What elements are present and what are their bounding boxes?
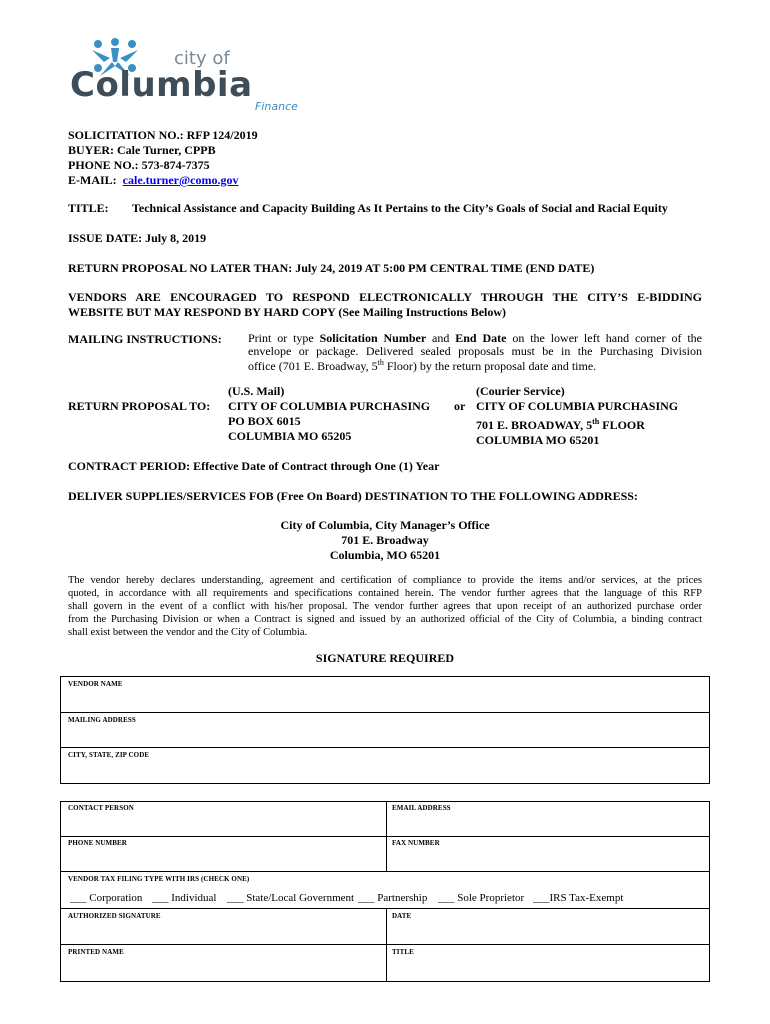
- issue-date: ISSUE DATE: July 8, 2019: [68, 231, 207, 245]
- destination-line-1: City of Columbia, City Manager’s Office: [280, 518, 490, 532]
- divider: [60, 836, 710, 837]
- declaration-line: The vendor hereby declares understanding, agreement and certification of compliance to provide the items and/or services, at the prices: [68, 575, 702, 586]
- fax-number-field[interactable]: FAX NUMBER: [392, 839, 440, 847]
- mail-line-3: COLUMBIA MO 65205: [228, 429, 352, 443]
- email-label: E-MAIL:: [68, 173, 117, 187]
- mailing-line-1: Print or type Solicitation Number and End Date on the lower left hand corner of the: [248, 331, 703, 345]
- phone-number-field[interactable]: PHONE NUMBER: [68, 839, 127, 847]
- signature-required-heading: SIGNATURE REQUIRED: [315, 651, 455, 665]
- column-divider: [386, 801, 387, 871]
- declaration-line: quoted, in accordance with all requirements and specifications contained herein. The vendor further agrees that the language of this RFP: [68, 588, 702, 599]
- vendors-line-1: VENDORS ARE ENCOURAGED TO RESPOND ELECTRONICALLY THROUGH THE CITY’S E-BIDDING: [68, 290, 702, 304]
- tax-option-tax-exempt[interactable]: ___IRS Tax-Exempt: [533, 892, 624, 904]
- tax-option-corporation[interactable]: ___ Corporation: [70, 892, 143, 904]
- destination-address: [0, 518, 770, 563]
- return-to-label: RETURN PROPOSAL TO:: [68, 399, 211, 413]
- or-label: or: [454, 399, 466, 413]
- courier-address-block: [476, 384, 678, 448]
- divider: [60, 712, 710, 713]
- declaration-paragraph: [68, 574, 702, 639]
- mailing-label: MAILING INSTRUCTIONS:: [68, 332, 222, 346]
- column-divider: [386, 908, 387, 982]
- courier-line-3: COLUMBIA MO 65201: [476, 433, 600, 447]
- date-field[interactable]: DATE: [392, 912, 412, 920]
- vendors-line-2: WEBSITE BUT MAY RESPOND BY HARD COPY (See Mailing Instructions Below): [68, 305, 507, 319]
- email-line: [68, 173, 258, 188]
- city-logo: [70, 38, 320, 113]
- declaration-line: from the Purchasing Division or when a Contract is signed and issued by an authorized official of the City of Columbia, a binding contract: [68, 614, 702, 625]
- mail-address-block: [228, 384, 430, 444]
- courier-line-1: CITY OF COLUMBIA PURCHASING: [476, 399, 679, 413]
- logo-sub-text: Finance: [255, 100, 298, 113]
- buyer: BUYER: Cale Turner, CPPB: [68, 143, 216, 157]
- city-state-zip-field[interactable]: CITY, STATE, ZIP CODE: [68, 751, 150, 759]
- email-link[interactable]: cale.turner@como.gov: [122, 173, 239, 187]
- divider: [60, 747, 710, 748]
- destination-line-3: Columbia, MO 65201: [329, 548, 441, 562]
- contact-person-field[interactable]: CONTACT PERSON: [68, 804, 134, 812]
- mail-line-1: CITY OF COLUMBIA PURCHASING: [228, 399, 431, 413]
- tax-option-individual[interactable]: ___ Individual: [152, 892, 217, 904]
- title-field[interactable]: TITLE: [392, 948, 414, 956]
- declaration-line: shall govern in the event of a conflict with his/her proposal. The vendor further agrees that upon receipt of an authorized purchase order: [68, 601, 702, 612]
- courier-line-2: 701 E. BROADWAY, 5th FLOOR: [476, 417, 645, 432]
- solicitation-header: [68, 128, 258, 188]
- logo-small-text: city of: [174, 48, 230, 69]
- mail-heading: (U.S. Mail): [228, 384, 285, 398]
- declaration-line: shall exist between the vendor and the City of Columbia.: [68, 627, 308, 638]
- tax-filing-type-label: VENDOR TAX FILING TYPE WITH IRS (CHECK ONE): [68, 875, 250, 883]
- phone-number: PHONE NO.: 573-874-7375: [68, 158, 210, 172]
- email-address-field[interactable]: EMAIL ADDRESS: [392, 804, 451, 812]
- tax-option-government[interactable]: ___ State/Local Government: [227, 892, 355, 904]
- tax-option-sole-proprietor[interactable]: ___ Sole Proprietor: [438, 892, 525, 904]
- destination-line-2: 701 E. Broadway: [341, 533, 429, 547]
- deliver-instructions: DELIVER SUPPLIES/SERVICES FOB (Free On Board) DESTINATION TO THE FOLLOWING ADDRESS:: [68, 489, 638, 503]
- vendor-info-form: [60, 676, 710, 784]
- logo-big-text: Columbia: [70, 65, 253, 105]
- divider: [60, 944, 710, 945]
- authorized-signature-field[interactable]: AUTHORIZED SIGNATURE: [68, 912, 161, 920]
- mailing-line-3: office (701 E. Broadway, 5th Floor) by the return proposal date and time.: [248, 358, 597, 373]
- mailing-instructions: [248, 332, 702, 373]
- mail-line-2: PO BOX 6015: [228, 414, 301, 428]
- courier-heading: (Courier Service): [476, 384, 565, 398]
- title-text: Technical Assistance and Capacity Building As It Pertains to the City’s Goals of Social and Racial Equity: [132, 201, 668, 215]
- title-label: TITLE:: [68, 201, 109, 215]
- vendor-name-field[interactable]: VENDOR NAME: [68, 680, 123, 688]
- mailing-address-field[interactable]: MAILING ADDRESS: [68, 716, 136, 724]
- solicitation-number: SOLICITATION NO.: RFP 124/2019: [68, 128, 258, 142]
- divider: [60, 908, 710, 909]
- contract-period: CONTRACT PERIOD: Effective Date of Contract through One (1) Year: [68, 459, 440, 473]
- mailing-line-2: envelope or package. Delivered sealed proposals must be in the Purchasing Division: [248, 343, 702, 358]
- return-deadline: RETURN PROPOSAL NO LATER THAN: July 24, 2019 AT 5:00 PM CENTRAL TIME (END DATE): [68, 261, 595, 275]
- printed-name-field[interactable]: PRINTED NAME: [68, 948, 124, 956]
- tax-option-partnership[interactable]: ___ Partnership: [358, 892, 428, 904]
- divider: [60, 871, 710, 872]
